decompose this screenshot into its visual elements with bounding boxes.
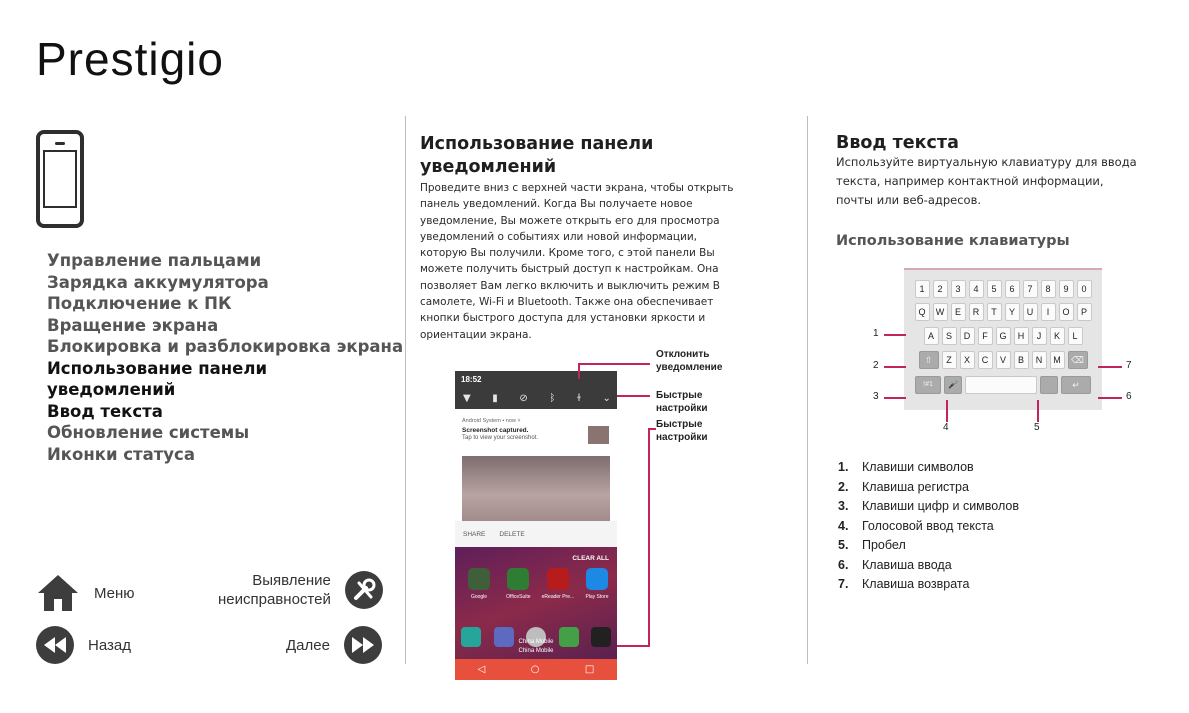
flashlight-icon: ɫ	[576, 393, 581, 404]
key[interactable]: N	[1032, 351, 1047, 369]
leader-line	[648, 428, 650, 646]
recents-nav-icon[interactable]: □	[584, 664, 595, 675]
legend-item: 3. Клавиши цифр и символов	[838, 499, 1019, 513]
back-nav-icon[interactable]: ◁	[477, 664, 486, 675]
leader-line	[617, 645, 650, 647]
leader-line	[1098, 366, 1122, 368]
shift-key[interactable]: ⇧	[919, 351, 939, 369]
app-icon	[468, 568, 490, 590]
marker-5: 5	[1034, 422, 1040, 433]
key[interactable]: C	[978, 351, 993, 369]
screenshot-thumbnail	[588, 426, 609, 444]
key[interactable]: 8	[1041, 280, 1056, 298]
symbols-key[interactable]: !#1	[915, 376, 941, 394]
key[interactable]: T	[987, 303, 1002, 321]
toc-item[interactable]: Блокировка и разблокировка экрана	[47, 337, 404, 356]
rewind-icon	[36, 626, 74, 664]
callout-quick-settings: Быстрые настройки	[656, 419, 708, 443]
bluetooth-icon: ᛒ	[549, 393, 556, 404]
key[interactable]: K	[1050, 327, 1065, 345]
legend-item: 4. Голосовой ввод текста	[838, 518, 994, 533]
home-nav-icon[interactable]: ○	[530, 664, 540, 675]
mic-key[interactable]: 🎤	[944, 376, 962, 394]
toc-item[interactable]: Вращение экрана	[47, 315, 219, 335]
battery-icon: ▮	[492, 393, 498, 404]
key[interactable]: Z	[942, 351, 957, 369]
key[interactable]: 6	[1005, 280, 1020, 298]
toc-item[interactable]: Подключение к ПК	[47, 294, 232, 313]
key[interactable]: 4	[969, 280, 984, 298]
app-icon	[547, 568, 569, 590]
leader-line	[946, 400, 948, 422]
next-label: Далее	[286, 636, 330, 654]
key[interactable]: H	[1014, 327, 1029, 345]
section-title: Ввод текста	[836, 133, 959, 153]
back-label: Назад	[88, 636, 131, 654]
app-icon	[507, 568, 529, 590]
section-body: Проведите вниз с верхней части экрана, чтобы открыть панель уведомлений. Когда Вы получаете новое уведомление, Вы можете открыть его для просмотра уведомлений о событиях или новой информации, которую Вы получили. Кроме того, с этой панели Вы можете получить быстрый доступ к настройкам. Она позволяет Вам легко включить и выключить режим В самолете, Wi-Fi и Bluetooth. Также она обеспечивает кнопки быстрого доступа для установки яркости и ориентации экрана.	[420, 182, 734, 341]
notification-title: Screenshot captured.	[462, 427, 529, 434]
app-google[interactable]: Google	[463, 568, 495, 600]
leader-line	[884, 334, 906, 336]
key[interactable]: F	[978, 327, 993, 345]
marker-7: 7	[1126, 360, 1132, 371]
enter-key[interactable]: ↵	[1061, 376, 1091, 394]
app-ereader[interactable]: eReader Pre...	[542, 568, 574, 600]
troubleshoot-button[interactable]	[218, 571, 383, 609]
marker-3: 3	[873, 391, 879, 402]
home-icon	[36, 573, 80, 613]
keyboard-row-1	[904, 303, 1102, 321]
virtual-keyboard	[904, 268, 1102, 410]
toc-item[interactable]: Обновление системы	[47, 423, 250, 442]
key[interactable]: I	[1041, 303, 1056, 321]
key[interactable]: 9	[1059, 280, 1074, 298]
section-subtitle: Использование клавиатуры	[836, 233, 1070, 249]
quick-settings-bar	[455, 371, 617, 409]
leader-line	[648, 428, 656, 430]
leader-line	[578, 363, 580, 379]
marker-6: 6	[1126, 391, 1132, 402]
leader-line	[884, 397, 906, 399]
toc-item-active[interactable]: Ввод текста	[47, 401, 163, 421]
keyboard-row-bottom	[904, 376, 1102, 394]
menu-button[interactable]	[36, 573, 135, 613]
legend-item: 7. Клавиша возврата	[838, 577, 970, 591]
key[interactable]: J	[1032, 327, 1047, 345]
legend-item: 6. Клавиша ввода	[838, 557, 952, 572]
notification-actions	[455, 521, 617, 547]
marker-1: 1	[873, 328, 879, 339]
leader-line	[617, 395, 650, 397]
marker-2: 2	[873, 360, 879, 371]
keyboard-row-digits	[904, 280, 1102, 298]
toc-item-active-cont[interactable]: уведомлений	[47, 380, 176, 399]
backspace-key[interactable]: ⌫	[1068, 351, 1088, 369]
key[interactable]: X	[960, 351, 975, 369]
key[interactable]: 5	[987, 280, 1002, 298]
app-icon	[586, 568, 608, 590]
screenshot-preview	[462, 456, 610, 526]
troubleshoot-label: Выявление неисправностей	[218, 572, 331, 608]
key[interactable]: R	[969, 303, 984, 321]
keyboard-row-2	[904, 327, 1102, 345]
back-button[interactable]	[36, 626, 131, 664]
legend-item: 5. Пробел	[838, 538, 906, 552]
leader-line	[884, 366, 906, 368]
legend-item: 1. Клавиши символов	[838, 460, 974, 474]
key[interactable]: 2	[933, 280, 948, 298]
legend-item: 2. Клавиша регистра	[838, 479, 969, 494]
key[interactable]: E	[951, 303, 966, 321]
leader-line	[578, 363, 650, 365]
app-play-store[interactable]: Play Store	[581, 568, 613, 600]
notification-card[interactable]	[455, 409, 617, 529]
key[interactable]: W	[933, 303, 948, 321]
toc-item[interactable]: Управление пальцами	[47, 251, 262, 270]
toc-item[interactable]: Зарядка аккумулятора	[47, 272, 269, 292]
notification-panel-screenshot	[455, 371, 617, 680]
key[interactable]: U	[1023, 303, 1038, 321]
next-button[interactable]	[286, 626, 382, 664]
keyboard-row-3	[904, 351, 1102, 369]
leader-line	[1098, 397, 1122, 399]
notification-app: Android System • now ˅	[462, 418, 521, 424]
carrier-label: China Mobile	[518, 648, 554, 654]
carrier-label: China Mobile	[518, 639, 554, 645]
wifi-icon: ▼	[463, 393, 471, 404]
period-key[interactable]	[1040, 376, 1058, 394]
chevron-down-icon: ⌄	[602, 393, 611, 404]
clock: 18:52	[461, 375, 482, 384]
phone-icon	[36, 130, 84, 228]
brand-logo: Prestigio	[36, 33, 224, 85]
key[interactable]: A	[924, 327, 939, 345]
key[interactable]: Y	[1005, 303, 1020, 321]
dnd-icon: ⊘	[519, 393, 528, 404]
menu-label: Меню	[94, 584, 135, 602]
leader-line	[1037, 400, 1039, 422]
section-body: Используйте виртуальную клавиатуру для ввода текста, например контактной информации, почты или веб-адресов.	[836, 155, 1137, 207]
key[interactable]: M	[1050, 351, 1065, 369]
tools-icon	[345, 571, 383, 609]
notification-text: Tap to view your screenshot.	[462, 435, 539, 441]
key[interactable]: G	[996, 327, 1011, 345]
marker-4: 4	[943, 422, 949, 433]
key[interactable]: B	[1014, 351, 1029, 369]
toc-item[interactable]: Иконки статуса	[47, 444, 195, 464]
key[interactable]: O	[1059, 303, 1074, 321]
callout-dismiss: Отклонить уведомление	[656, 349, 723, 373]
column-divider	[405, 116, 406, 664]
share-button[interactable]: SHARE	[463, 530, 486, 538]
fast-forward-icon	[344, 626, 382, 664]
toc-item-active[interactable]: Использование панели	[47, 358, 268, 378]
app-officesuite[interactable]: OfficeSuite	[502, 568, 534, 600]
key[interactable]: 7	[1023, 280, 1038, 298]
key[interactable]: 0	[1077, 280, 1092, 298]
key[interactable]: L	[1068, 327, 1083, 345]
clear-all-button[interactable]: CLEAR ALL	[572, 555, 609, 562]
key[interactable]: P	[1077, 303, 1092, 321]
space-key[interactable]	[965, 376, 1037, 394]
delete-button[interactable]: DELETE	[499, 530, 525, 538]
recent-apps	[455, 547, 617, 659]
keyboard-legend	[838, 458, 1019, 595]
android-nav-bar	[455, 659, 617, 680]
key[interactable]: D	[960, 327, 975, 345]
key[interactable]: Q	[915, 303, 930, 321]
key[interactable]: 1	[915, 280, 930, 298]
key[interactable]: S	[942, 327, 957, 345]
key[interactable]: 3	[951, 280, 966, 298]
callout-quick-settings: Быстрые настройки	[656, 390, 708, 414]
toc-list	[47, 250, 404, 465]
column-divider	[807, 116, 808, 664]
section-title: Использование панели уведомлений	[420, 134, 654, 177]
key[interactable]: V	[996, 351, 1011, 369]
